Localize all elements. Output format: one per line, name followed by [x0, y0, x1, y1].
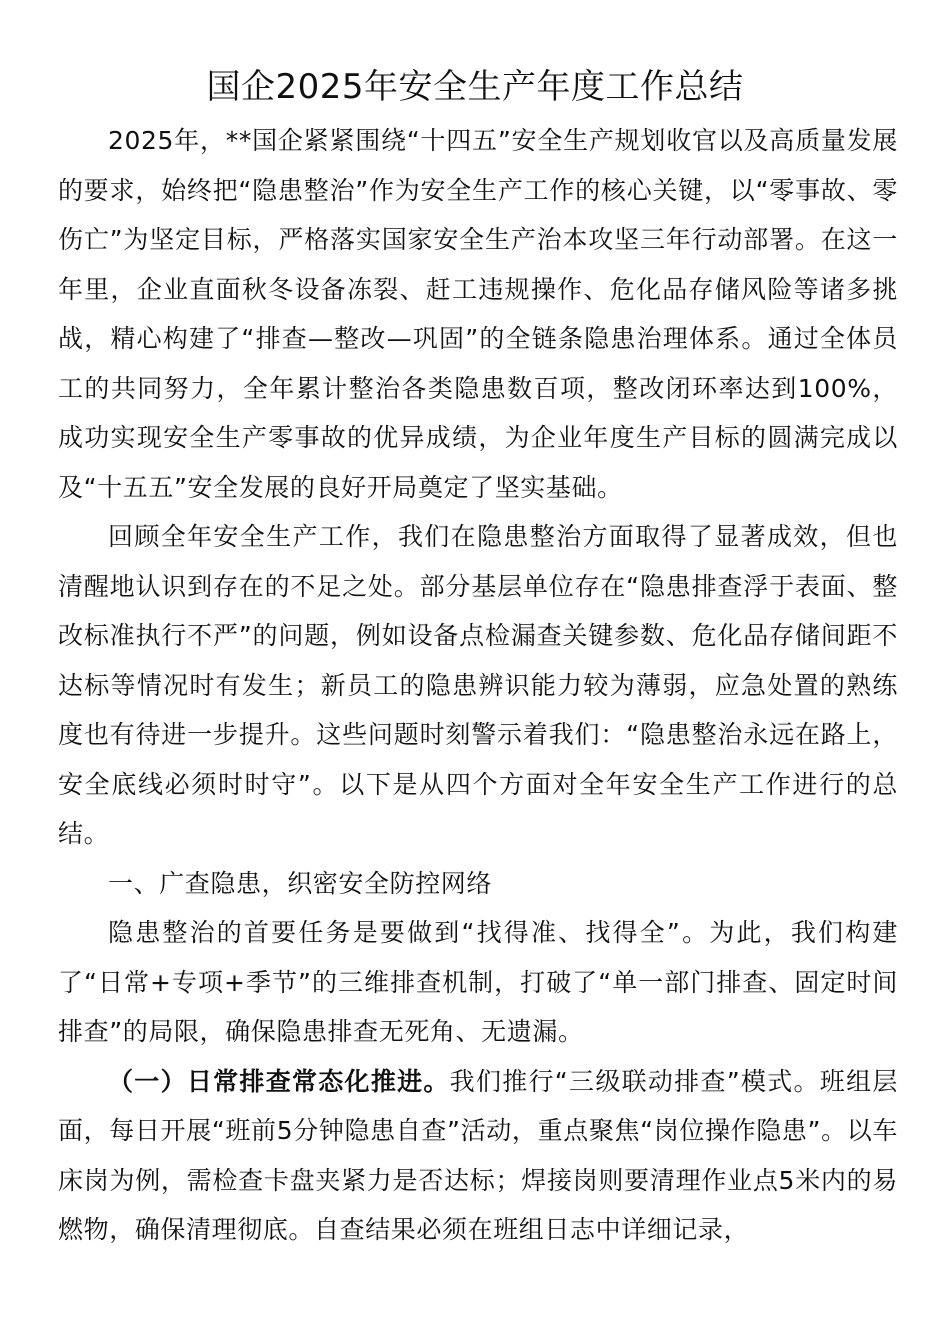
subsection-paragraph: [58, 1057, 898, 1255]
review-paragraph: 回顾全年安全生产工作，我们在隐患整治方面取得了显著成效，但也清醒地认识到存在的不足之处。部分基层单位存在“隐患排查浮于表面、整改标准执行不严”的问题，例如设备点检漏查关键参数、危化品存储间距不达标等情况时有发生；新员工的隐患辨识能力较为薄弱，应急处置的熟练度也有待进一步提升。这些问题时刻警示着我们：“隐患整治永远在路上，安全底线必须时时守”。以下是从四个方面对全年安全生产工作进行的总结。: [58, 522, 898, 848]
section-paragraph: 隐患整治的首要任务是要做到“找得准、找得全”。为此，我们构建了“日常+专项+季节”的三维排查机制，打破了“单一部门排查、固定时间排查”的局限，确保隐患排查无死角、无遗漏。: [58, 918, 898, 1046]
document-body: [58, 116, 898, 1255]
intro-paragraph: 2025年，**国企紧紧围绕“十四五”安全生产规划收官以及高质量发展的要求，始终把“隐患整治”作为安全生产工作的核心关键，以“零事故、零伤亡”为坚定目标，严格落实国家安全生产治本攻坚三年行动部署。在这一年里，企业直面秋冬设备冻裂、赶工违规操作、危化品存储风险等诸多挑战，精心构建了“排查—整改—巩固”的全链条隐患治理体系。通过全体员工的共同努力，全年累计整治各类隐患数百项，整改闭环率达到100%，成功实现安全生产零事故的优异成绩，为企业年度生产目标的圆满完成以及“十五五”安全发展的良好开局奠定了坚实基础。: [58, 126, 898, 502]
subsection-text: 我们推行“三级联动排查”模式。班组层面，每日开展“班前5分钟隐患自查”活动，重点聚焦“岗位操作隐患”。以车床岗为例，需检查卡盘夹紧力是否达标；焊接岗则要清理作业点5米内的易燃物，确保清理彻底。自查结果必须在班组日志中详细记录，: [58, 1066, 898, 1244]
document-title: 国企2025年安全生产年度工作总结: [206, 67, 744, 107]
section-heading: 一、广查隐患，织密安全防控网络: [108, 868, 493, 898]
subsection-heading: （一）日常排查常态化推进。: [108, 1066, 450, 1096]
